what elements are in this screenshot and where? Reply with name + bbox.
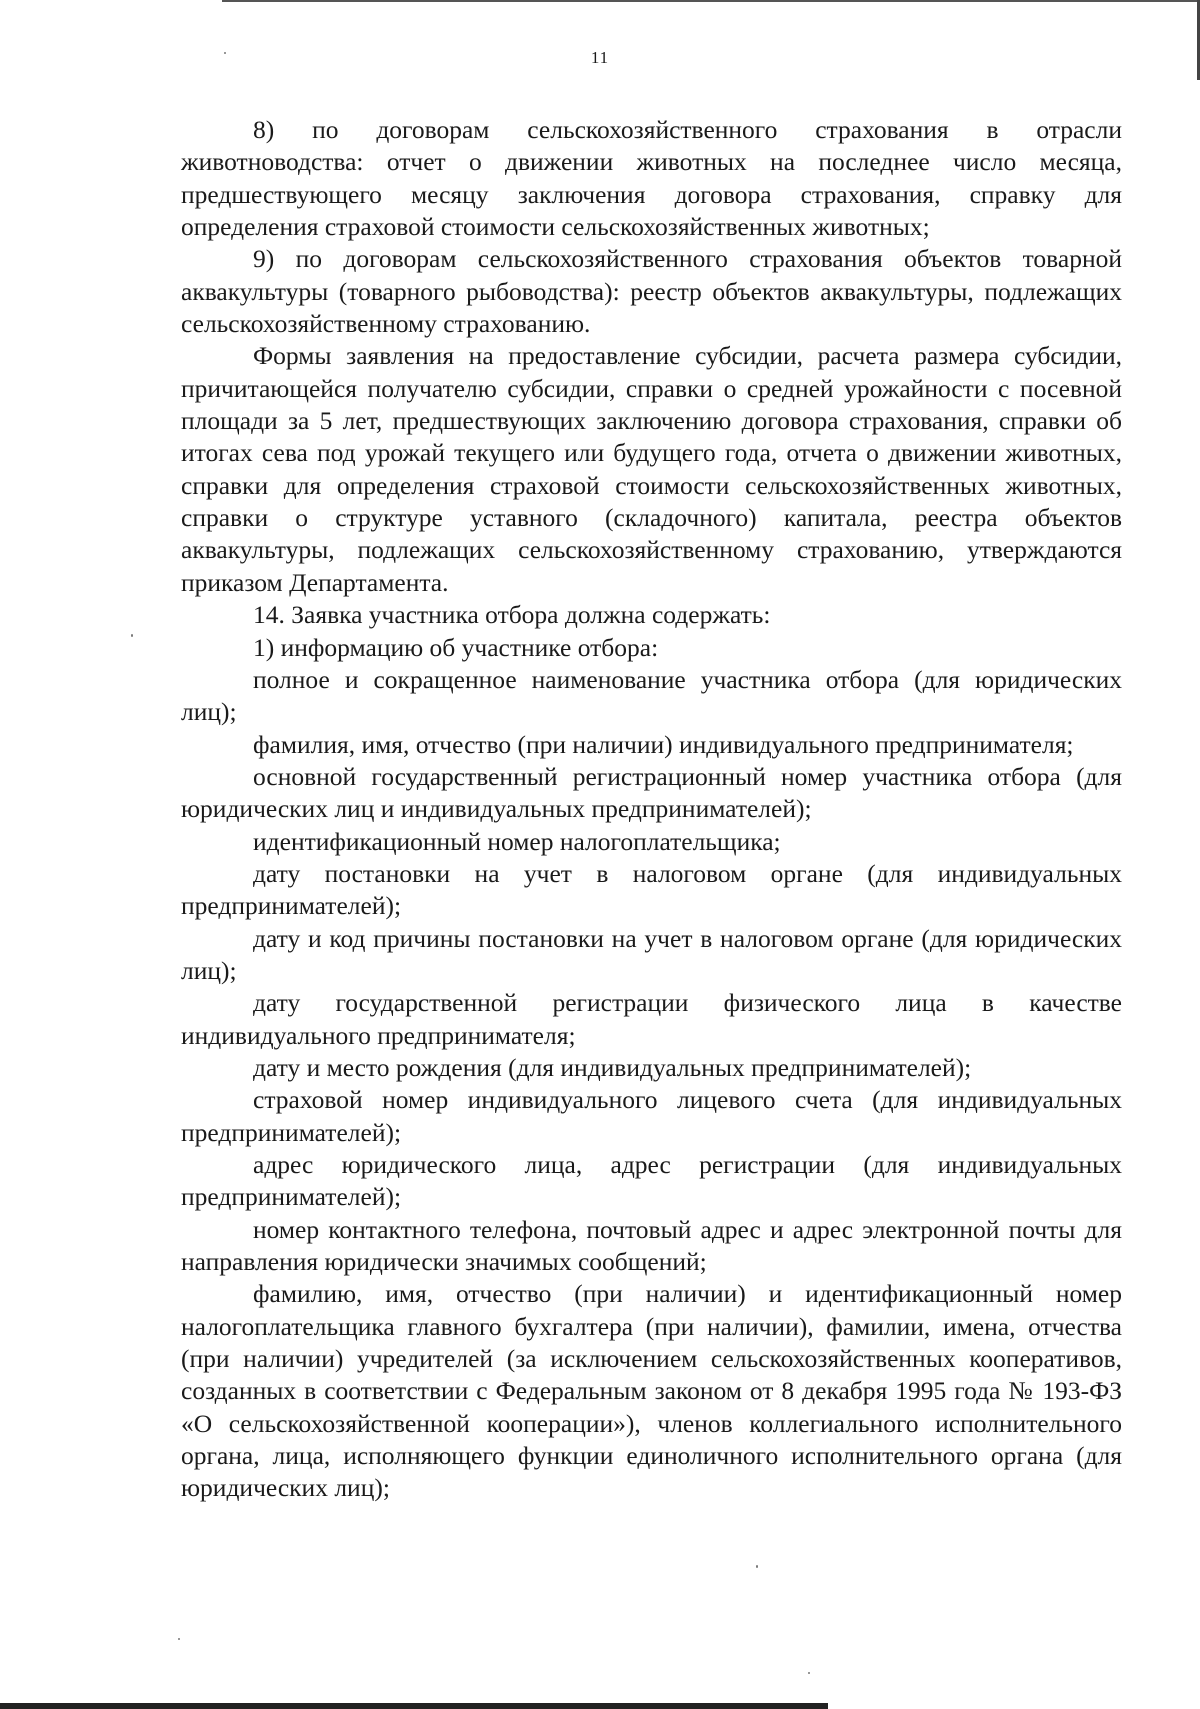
page-number: 11 (590, 48, 610, 67)
paragraph-9-aquaculture: 9) по договорам сельскохозяйственного страхования объектов товарной аквакультуры (товарного рыбоводства): реестр объектов аквакультуры, подлежащих сельскохозяйственному страхованию. (181, 244, 1122, 339)
list-item-full-name: полное и сокращенное наименование участника отбора (для юридических лиц); (181, 664, 1122, 727)
list-item-kpp: дату и код причины постановки на учет в налоговом органе (для юридических лиц); (181, 923, 1122, 985)
list-item-accountant-founders: фамилию, имя, отчество (при наличии) и идентификационный номер налогоплательщика главного бухгалтера (при наличии), фамилии, имена, отчества (при наличии) учредителей (за исключением сельскохозяйственных кооперативов, созданных в соответствии с Федеральным законом от 8 декабря 1995 года № 193-ФЗ «О сельскохозяйственной кооперации»), членов коллегиального исполнительного органа, лица, исполняющего функции единоличного исполнительного органа (для юридических лиц); (181, 1279, 1122, 1503)
paragraph-forms: Формы заявления на предоставление субсидии, расчета размера субсидии, причитающейся получателю субсидии, справки о средней урожайности с посевной площади за 5 лет, предшествующих заключению договора страхования, справки об итогах сева под урожай текущего или будущего года, отчета о движении животных, справки для определения страховой стоимости сельскохозяйственных животных, справки о структуре уставного (складочного) капитала, реестра объектов аквакультуры, подлежащих сельскохозяйственному страхованию, утверждаются приказом Департамента. (181, 341, 1122, 597)
list-item-birth-date-place: дату и место рождения (для индивидуальных предпринимателей); (253, 1052, 972, 1082)
list-item-address: адрес юридического лица, адрес регистрации (для индивидуальных предпринимателей); (181, 1150, 1122, 1212)
list-item-contacts: номер контактного телефона, почтовый адрес и адрес электронной почты для направления юридически значимых сообщений; (181, 1214, 1122, 1277)
list-item-ogrn: основной государственный регистрационный номер участника отбора (для юридических лиц и индивидуальных предпринимателей); (181, 761, 1122, 824)
list-item-individual-name: фамилия, имя, отчество (при наличии) индивидуального предпринимателя; (253, 729, 1074, 759)
paragraph-14-application: 14. Заявка участника отбора должна содержать: (253, 600, 771, 630)
list-item-inn: идентификационный номер налогоплательщика; (253, 826, 781, 856)
paragraph-1-participant-info: 1) информацию об участнике отбора: (253, 632, 659, 662)
document-body (181, 114, 1122, 1505)
scan-speck (131, 634, 133, 637)
scan-speck (808, 1672, 810, 1674)
paragraph-8-livestock: 8) по договорам сельскохозяйственного страхования в отрасли животноводства: отчет о движении животных на последнее число месяца, предшествующего месяцу заключения договора страхования, справку для определения страховой стоимости сельскохозяйственных животных; (181, 115, 1122, 242)
list-item-state-registration-date: дату государственной регистрации физического лица в качестве индивидуального предпринимателя; (181, 988, 1122, 1050)
scan-edge-top (222, 0, 1200, 2)
list-item-tax-registration-date: дату постановки на учет в налоговом органе (для индивидуальных предпринимателей); (181, 858, 1122, 921)
scan-edge-bottom (0, 1703, 828, 1709)
list-item-snils: страховой номер индивидуального лицевого счета (для индивидуальных предпринимателей); (181, 1085, 1122, 1147)
scan-speck (756, 1565, 758, 1568)
scan-speck (178, 1638, 180, 1640)
